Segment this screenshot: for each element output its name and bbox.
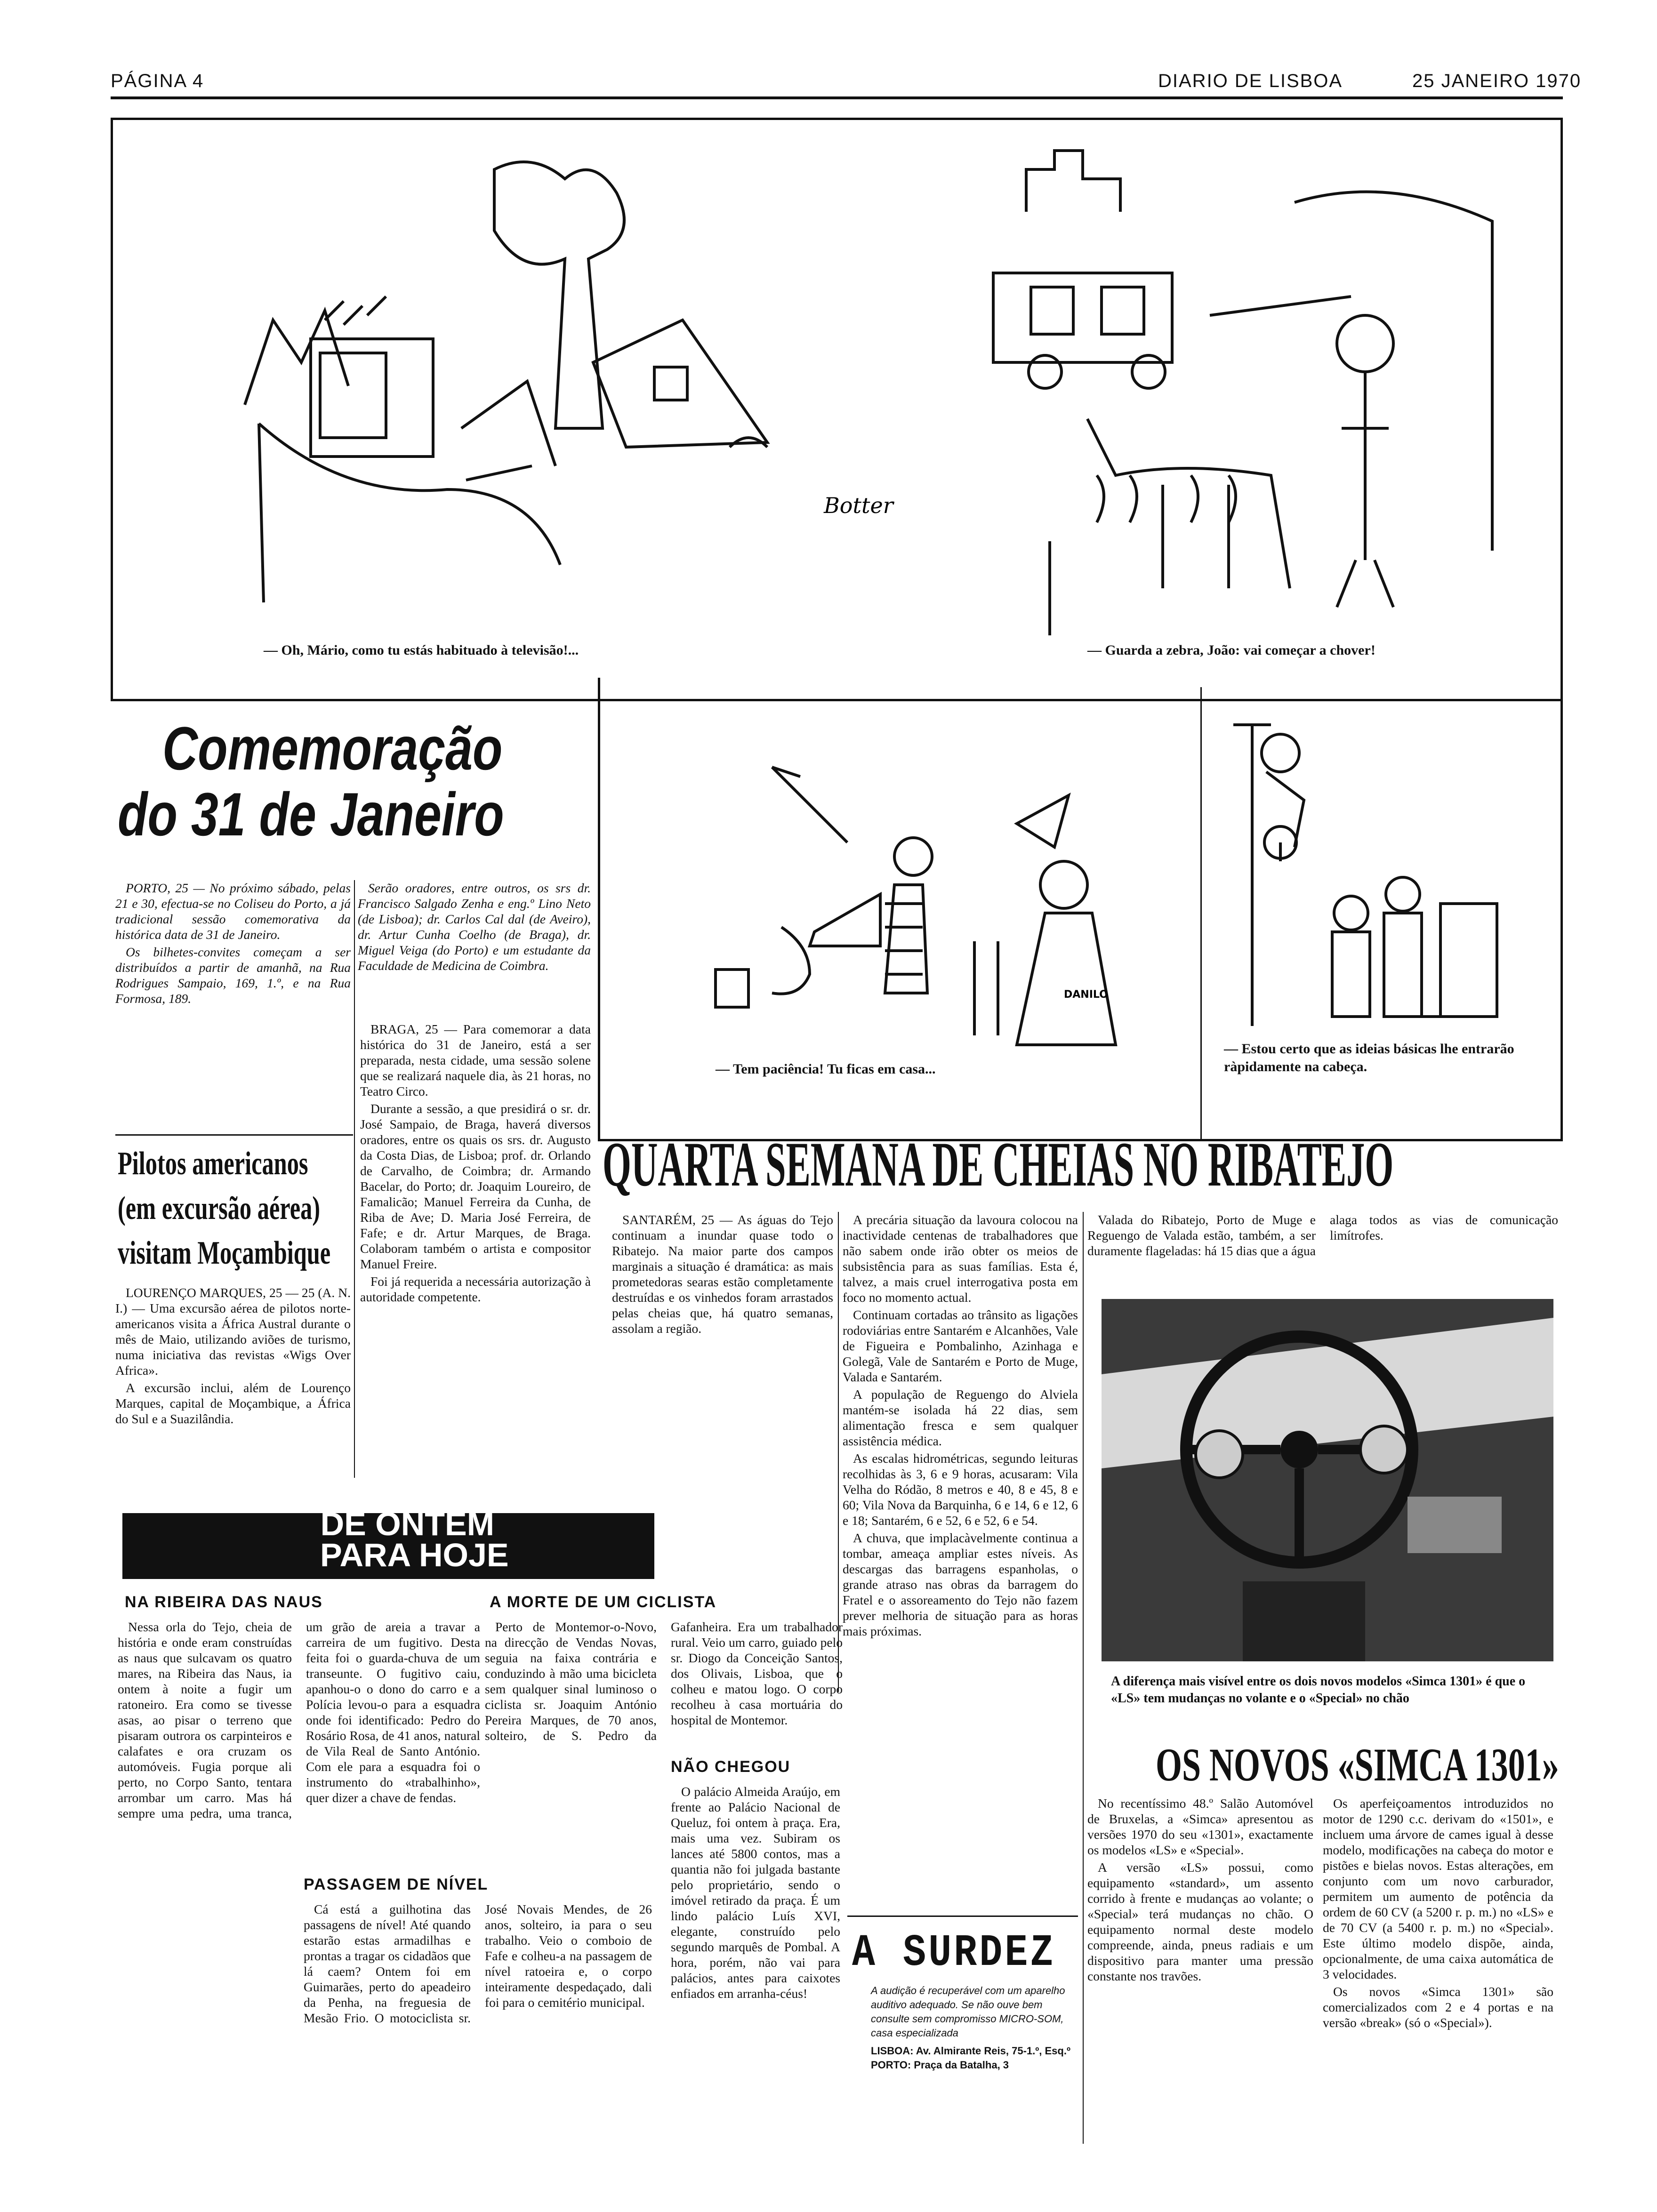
banner-line-1: DE ONTEM [320, 1506, 495, 1542]
soldiers-illustration [1224, 687, 1535, 1031]
pilotos-paragraph: LOURENÇO MARQUES, 25 — 25 (A. N. I.) — Uma excursão aérea de pilotos norte-americanos visita a África Austral durante o mês de Maio, utilizando aviões de turismo, numa iniciativa das revistas «Wigs Over Africa». [115, 1285, 351, 1378]
page-number: PÁGINA 4 [111, 71, 204, 91]
simca-paragraph-3: Os aperfeiçoamentos introduzidos no motor de 1290 c.c. derivam do «1501», e incluem uma árvore de cames igual à desse modelo, modificações na cabeça do motor e pistões e bielas novos. Estas alterações, em conjunto com um novo carburador, permitem um aumento de potência da ordem de 60 CV (a 5200 r. p. m.) no «LS» e de 70 CV (a 5400 r. p. m.) no «Special». Este último modelo dispõe, ainda, opcionalmente, de uma caixa automática de 3 velocidades. [1323, 1796, 1553, 1981]
ciclista-title: A MORTE DE UM CICLISTA [490, 1593, 717, 1611]
cartoon-signature: Botter [824, 493, 893, 518]
headline-line-1: Comemoração [162, 714, 503, 783]
simca-paragraph: No recentíssimo 48.º Salão Automóvel de Bruxelas, a «Simca» apresentou as versões 1970 do seu «1301», exactamente os modelos «LS» e «Special». [1087, 1796, 1313, 1857]
surdez-lisboa: LISBOA: Av. Almirante Reis, 75-1.º, Esq.º [871, 2045, 1070, 2057]
cartoon-beach-family [650, 744, 1196, 1045]
comemoracao-braga [360, 1021, 591, 1473]
issue-date: 25 JANEIRO 1970 [1412, 71, 1582, 91]
cartoon-divider [598, 678, 600, 1141]
passagem-paragraph: Cá está a guilhotina das passagens de nível! Até quando estarão estas armadilhas e prontas a tragar os cidadãos que lá caem? Ontem foi em Guimarães, perto do apeadeiro da Penha, na freguesia de Mesão Frio. O motociclista sr. José Novais Mendes, de 26 anos, solteiro, ia para o seu trabalho. Veio o comboio de Fafe e colheu-a na passagem de nível ratoeira e, o corpo inteiramente despedaçado, dali foi para o cemitério municipal. [304, 1902, 652, 2025]
cheias-paragraph-6: A chuva, que implacàvelmente continua a tombar, ameaça ampliar estes níveis. As descargas das barragens espanholas, o grande atraso nas obras da barragem do Fratel e o assoreamento do Tejo não fazem prever melhoria de situação para as horas mais próximas. [843, 1531, 1078, 1638]
cheias-col3 [1087, 1212, 1558, 1264]
cartoon-tv-camping [202, 141, 893, 626]
cheias-headline: QUARTA SEMANA DE CHEIAS NO RIBATEJO [603, 1130, 1394, 1200]
chegou-title: NÃO CHEGOU [671, 1758, 791, 1776]
pilotos-line-1: Pilotos americanos [118, 1146, 308, 1182]
ciclista-body [485, 1619, 843, 1755]
ribeira-paragraph: Nessa orla do Tejo, cheia de história e onde eram construídas as naus que sulcavam os quatro mares, na Ribeira das Naus, ia ontem à noite a fugir um ratoneiro. Era como se tivesse asas, ao pisar o terreno que pisaram outrora os carpinteiros e calafates e ora cruzam os automóveis. Fugia porque ali perto, no Corpo Santo, tentara arrombar um carro. Mas há sempre uma pedra, uma tranca, um grão de areia a travar a carreira de um fugitivo. Desta feita foi o guarda-chuva de um transeunte. O fugitivo caiu, apanhou-o o dono do carro e a Polícia levou-o para a esquadra onde foi identificado: Pedro do Rosário Rosa, de 41 anos, natural de Vila Real de Santo António. Com ele para a esquadra foi o instrumento do «trabalhinho», quer dizer a chave de fendas. [118, 1619, 480, 1820]
beach-family-illustration [650, 744, 1196, 1045]
surdez-porto: PORTO: Praça da Batalha, 3 [871, 2059, 1009, 2071]
surdez-ad [852, 1927, 1078, 2196]
cheias-col1 [612, 1212, 833, 1480]
porto-paragraph-2: Os bilhetes-convites começam a ser distribuídos a partir de amanhã, na Rua Rodrigues Sampaio, 169, 1.º, e na Rua Formosa, 189. [115, 945, 351, 1006]
cheias-paragraph: SANTARÉM, 25 — As águas do Tejo continuam a inundar quase todo o Ribatejo. Na maior parte dos campos marginais a situação é dramática: as mais prometedoras searas estão completamente destruídas e os vinhedos foram arrastados pelas cheias que, há quatro semanas, assolam a região. [612, 1212, 833, 1336]
ad-rule [847, 1915, 1078, 1917]
headline-line-2: do 31 de Janeiro [118, 780, 504, 849]
cartoon-caption-1: — Oh, Mário, como tu estás habituado à televisão!... [264, 642, 579, 658]
tv-camping-illustration [202, 141, 893, 626]
cartoon-caption-2: — Guarda a zebra, João: vai começar a chover! [1087, 642, 1375, 658]
comemoracao-porto-col1 [115, 880, 351, 1134]
cheias-paragraph-7: Valada do Ribatejo, Porto de Muge e Reguengo de Valada estão, também, a ser duramente flageladas: há 15 dias que a água alaga todos as vias de comunicação limítrofes. [1087, 1212, 1558, 1258]
banner-line-2: PARA HOJE [320, 1537, 509, 1573]
pilotos-body [115, 1285, 351, 1478]
cheias-paragraph-3: Continuam cortadas ao trânsito as ligações rodoviárias entre Santarém e Alcanhões, Vale de Figueira e Pombalinho, Azinhaga e Golegã, Vale de Santarém e Porto de Muge, Valada e Santarém. [843, 1307, 1078, 1384]
passagem-body [304, 1901, 652, 2193]
newspaper-name: DIARIO DE LISBOA [1158, 71, 1343, 91]
simca-paragraph-4: Os novos «Simca 1301» são comercializados com 2 e 4 portas e na versão «break» (só o «Special»). [1323, 1984, 1553, 2030]
braga-paragraph-3: Foi já requerida a necessária autorização à autoridade competente. [360, 1274, 591, 1304]
cartoon-divider-vertical [1200, 687, 1202, 1139]
braga-paragraph: BRAGA, 25 — Para comemorar a data histórica do 31 de Janeiro, está a ser preparada, nesta cidade, uma sessão solene que se realizará naquele dia, às 21 horas, no Teatro Circo. [360, 1022, 591, 1098]
masthead-rule [111, 96, 1563, 99]
cartoon-zebra [965, 136, 1530, 631]
column-rule [354, 880, 355, 1478]
section-rule [115, 1134, 353, 1136]
simca-dashboard-photo [1102, 1299, 1553, 1661]
comemoracao-headline [118, 715, 588, 847]
cartoon-caption-3: — Tem paciência! Tu ficas em casa... [716, 1061, 936, 1077]
cheias-paragraph-5: As escalas hidrométricas, segundo leituras recolhidas às 3, 6 e 9 horas, acusaram: Vila Velha do Ródão, 8 metros e 40, 8 e 45, 8 e 60; Vila Nova da Barquinha, 6 e 14, 6 e 12, 6 e 18; Santarém, 6 e 52, 6 e 52, 6 e 54. [843, 1451, 1078, 1528]
surdez-title: A SURDEZ [852, 1927, 1056, 1979]
cartoon-caption-4: — Estou certo que as ideias básicas lhe entrarão ràpidamente na cabeça. [1224, 1041, 1514, 1074]
ontem-banner-title [306, 1508, 509, 1571]
column-rule [1083, 1212, 1084, 2144]
porto-paragraph-3: Serão oradores, entre outros, os srs dr. Francisco Salgado Zenha e eng.º Lino Neto (de Lisboa); dr. Carlos Cal dal (de Aveiro), dr. Artur Cunha Coelho (de Braga), dr. Miguel Veiga (do Porto) e um estudante da Faculdade de Medicina de Coimbra. [358, 881, 591, 973]
pilotos-line-3: visitam Moçambique [118, 1235, 331, 1271]
simca-headline: OS NOVOS «SIMCA 1301» [1156, 1739, 1559, 1791]
cheias-paragraph-4: A população de Reguengo do Alviela mantém-se isolada há 22 dias, sem alimentação fresca e sem qualquer assistência médica. [843, 1387, 1078, 1448]
cartoon-soldiers [1224, 687, 1535, 1031]
simca-col1 [1087, 1795, 1313, 2186]
simca-photo-caption: A diferença mais visível entre os dois novos modelos «Simca 1301» é que o «LS» tem mudanças no volante e o «Special» no chão [1111, 1674, 1526, 1706]
cheias-col2 [843, 1212, 1078, 1720]
porto-paragraph: PORTO, 25 — No próximo sábado, pelas 21 e 30, efectua-se no Coliseu do Porto, a já tradicional sessão comemorativa da histórica data de 31 de Janeiro. [115, 881, 351, 942]
passagem-title: PASSAGEM DE NÍVEL [304, 1875, 489, 1893]
cartoon-signature: DANILO [1064, 989, 1108, 1001]
ribeira-title: NA RIBEIRA DAS NAUS [125, 1593, 323, 1611]
surdez-body: A audição é recuperável com um aparelho auditivo adequado. Se não ouve bem consulte sem compromisso MICRO-SOM, casa especializada [871, 1985, 1065, 2039]
pilotos-headline [118, 1141, 353, 1275]
steering-wheel-illustration [1102, 1299, 1553, 1661]
comemoracao-porto-col2 [358, 880, 591, 998]
simca-col2 [1323, 1795, 1553, 2186]
pilotos-line-2: (em excursão aérea) [118, 1190, 321, 1226]
chegou-body [671, 1784, 840, 2193]
ciclista-paragraph: Perto de Montemor-o-Novo, na direcção de Vendas Novas, seguia na faixa contrária e conduzindo à mão uma bicicleta sem qualquer sinal luminoso o ciclista sr. Joaquim António Pereira Marques, de 70 anos, solteiro, de S. Pedro da Gafanheira. Era um trabalhador rural. Veio um carro, guiado pelo sr. Diogo da Conceição Santos, dos Olivais, Lisboa, que o colheu e matou logo. O corpo recolheu à casa mortuária do hospital de Montemor. [485, 1619, 843, 1743]
chegou-paragraph: O palácio Almeida Araújo, em frente ao Palácio Nacional de Queluz, foi ontem à praça. Era, mais uma vez. Subiram os lances até 5800 contos, mas a quantia não foi julgada bastante pelo proprietário, sendo o imóvel retirado da praça. É um lindo palácio Luís XVI, elegante, construído pelo segundo marquês de Pombal. A hora, porém, não vai para palácios, antes para caixotes enfiados em arranha-céus! [671, 1784, 840, 2001]
braga-paragraph-2: Durante a sessão, a que presidirá o sr. dr. José Sampaio, de Braga, haverá diversos oradores, entre os quais os srs. dr. Augusto da Costa Dias, de Lisboa; prof. dr. Orlando de Carvalho, de Coimbra; dr. Armando Bacelar, do Porto; dr. Joaquim Loureiro, de Famalicão; Manuel Ferreira da Cunha, de Riba de Ave; D. Maria José Ferreira, de Fafe; e dr. Artur Marques, de Braga. Colaboram também o artista e compositor Manuel Freire. [360, 1101, 591, 1271]
pilotos-paragraph-2: A excursão inclui, além de Lourenço Marques, capital de Moçambique, a África do Sul e a Suazilândia. [115, 1380, 351, 1426]
cheias-paragraph-2: A precária situação da lavoura colocou na inactividade centenas de trabalhadores que não sabem onde irão obter os meios de subsistência para as suas famílias. Esta é, talvez, a mais cruel interrogativa posta em foco no momento actual. [843, 1212, 1078, 1305]
zebra-illustration [965, 136, 1530, 631]
simca-paragraph-2: A versão «LS» possui, como equipamento «standard», um assento corrido à frente e mudanças ao volante; o «Special» terá mudanças no chão. O equipamento normal deste modelo compreende, ainda, pneus radiais e um dispositivo para manter uma pressão constante nos travões. [1087, 1860, 1313, 1983]
